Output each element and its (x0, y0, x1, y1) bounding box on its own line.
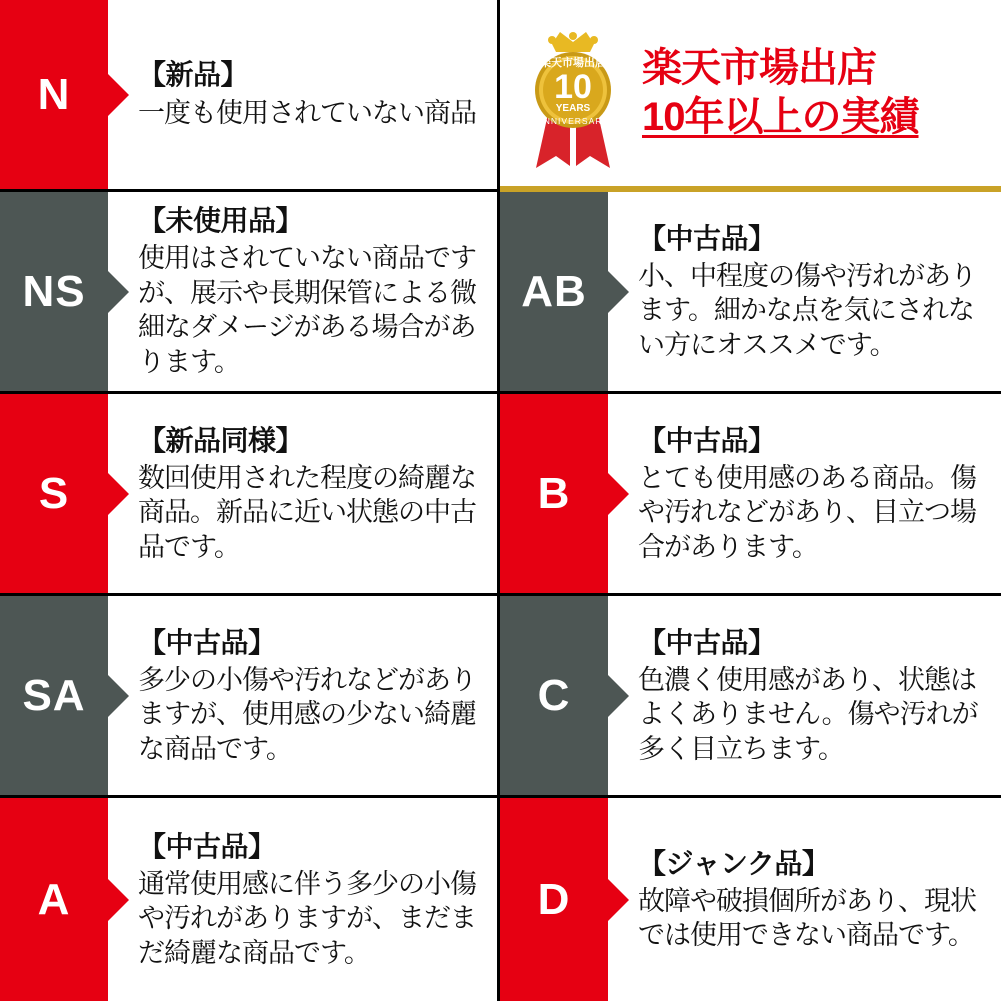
grade-title: 【中古品】 (638, 626, 776, 658)
grade-code: D (537, 874, 571, 924)
grade-description-a (108, 798, 497, 1001)
grade-title: 【中古品】 (138, 830, 276, 862)
grade-title: 【ジャンク品】 (638, 848, 830, 880)
grade-cell-b (500, 394, 1001, 596)
grade-code: SA (22, 670, 86, 720)
grade-cell-sa (0, 596, 500, 798)
grade-title: 【中古品】 (138, 626, 276, 658)
grade-body: とても使用感のある商品。傷や汚れなどがあり、目立つ場合があります。 (638, 462, 976, 562)
grade-code: AB (521, 266, 587, 316)
svg-text:YEARS: YEARS (555, 103, 591, 114)
grade-cell-n (0, 0, 500, 192)
grade-badge-d (500, 798, 608, 1001)
grade-code: NS (22, 266, 86, 316)
grade-badge-b (500, 394, 608, 593)
grade-title: 【新品同様】 (138, 424, 304, 456)
grade-body: 多少の小傷や汚れなどがありますが、使用感の少ない綺麗な商品です。 (138, 664, 476, 764)
grade-body: 数回使用された程度の綺麗な商品。新品に近い状態の中古品です。 (138, 462, 476, 562)
grade-body: 色濃く使用感があり、状態はよくありません。傷や汚れが多く目立ちます。 (638, 664, 978, 764)
grade-description-c (608, 596, 1001, 795)
promo-text (642, 46, 919, 140)
grade-body: 使用はされていない商品ですが、展示や長期保管による微細なダメージがある場合があります。 (138, 243, 476, 377)
grade-description-d (608, 798, 1001, 1001)
grade-cell-c (500, 596, 1001, 798)
grade-description-sa (108, 596, 497, 795)
svg-text:楽天市場出店: 楽天市場出店 (540, 57, 606, 69)
grade-description-s (108, 394, 497, 593)
grade-code: C (537, 670, 571, 720)
grade-description-b (608, 394, 1001, 593)
grade-body: 一度も使用されていない商品 (138, 98, 476, 129)
gold-anniversary-medal-icon (518, 18, 628, 168)
grade-badge-s (0, 394, 108, 593)
grade-title: 【中古品】 (638, 222, 776, 254)
grade-badge-n (0, 0, 108, 189)
promo-banner (500, 0, 1001, 192)
promo-line-2: 10年以上の実績 (642, 95, 919, 139)
grade-body: 小、中程度の傷や汚れがあります。細かな点を気にされない方にオススメです。 (638, 260, 976, 360)
grade-code: B (537, 468, 571, 518)
grade-description-ns (108, 192, 497, 391)
crown-icon (548, 32, 598, 52)
grade-cell-s (0, 394, 500, 596)
svg-text:ANNIVERSARY: ANNIVERSARY (537, 116, 609, 126)
grade-description-n (108, 0, 497, 189)
grade-code: N (37, 69, 71, 119)
grade-badge-c (500, 596, 608, 795)
grade-body: 故障や破損個所があり、現状では使用できない商品です。 (638, 885, 976, 951)
grade-title: 【中古品】 (638, 424, 776, 456)
grade-title: 【未使用品】 (138, 205, 304, 237)
grade-body: 通常使用感に伴う多少の小傷や汚れがありますが、まだまだ綺麗な商品です。 (138, 868, 476, 968)
grade-cell-ns (0, 192, 500, 394)
grade-code: S (38, 468, 70, 518)
grade-cell-d (500, 798, 1001, 1001)
grade-badge-ab (500, 192, 608, 391)
grade-cell-ab (500, 192, 1001, 394)
promo-line-1: 楽天市場出店 (642, 46, 876, 91)
grade-badge-ns (0, 192, 108, 391)
grade-code: A (37, 874, 71, 924)
svg-text:10: 10 (554, 68, 592, 106)
grade-cell-a (0, 798, 500, 1001)
grade-title: 【新品】 (138, 59, 249, 91)
grade-badge-a (0, 798, 108, 1001)
grade-badge-sa (0, 596, 108, 795)
grade-description-ab (608, 192, 1001, 391)
